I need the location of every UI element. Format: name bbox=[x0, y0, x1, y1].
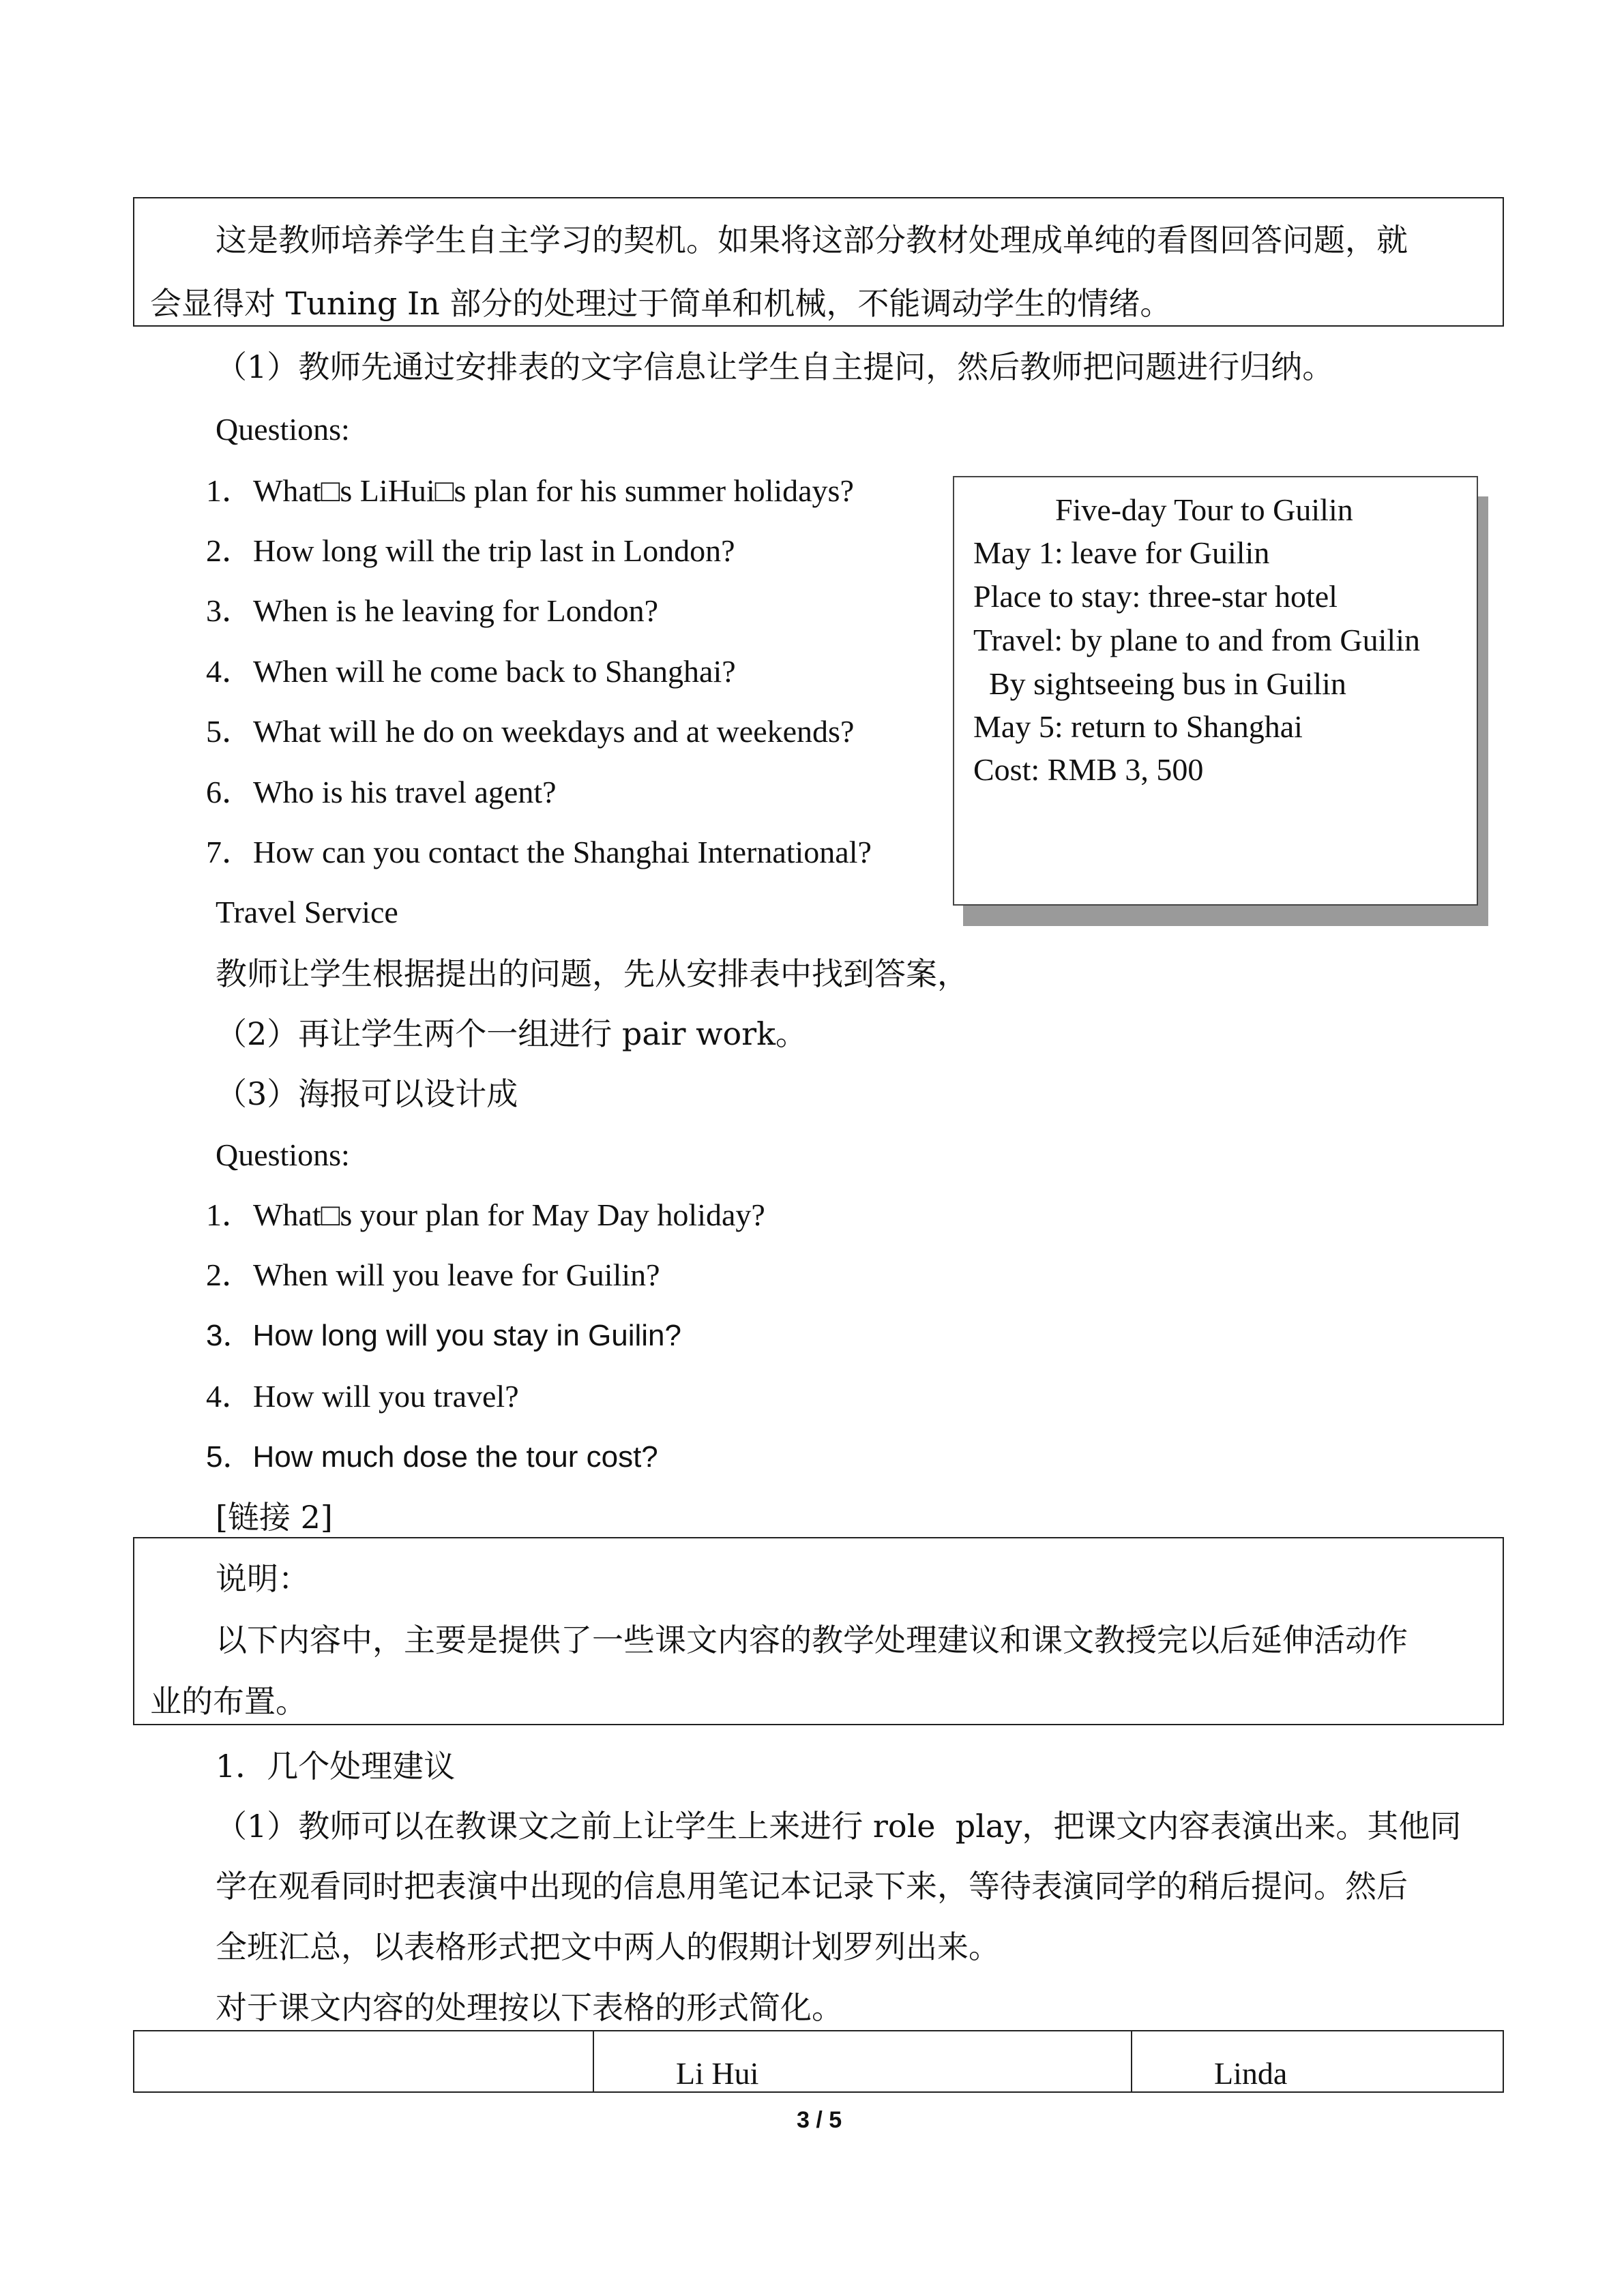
question-1-7: 7．How can you contact the Shanghai International? bbox=[206, 835, 872, 869]
question-2-1: 1．What□s your plan for May Day holiday? bbox=[206, 1197, 765, 1232]
table-header-row bbox=[134, 2031, 1503, 2092]
page-number: 3 / 5 bbox=[797, 2107, 842, 2133]
question-2-2: 2．When will you leave for Guilin? bbox=[206, 1257, 660, 1292]
step-1-text: （1）教师先通过安排表的文字信息让学生自主提问，然后教师把问题进行归纳。 bbox=[216, 348, 1334, 385]
tour-card-title: Five-day Tour to Guilin bbox=[1055, 492, 1353, 527]
note-line-2: 业的布置。 bbox=[150, 1683, 307, 1720]
question-1-6: 6．Who is his travel agent? bbox=[206, 775, 557, 809]
table-header-cell: Li Hui bbox=[593, 2031, 1132, 2092]
question-2-3: 3．How long will you stay in Guilin? bbox=[206, 1319, 681, 1352]
para-2: 对于课文内容的处理按以下表格的形式简化。 bbox=[216, 1989, 843, 2026]
intro-line-2: 会显得对 Tuning In 部分的处理过于简单和机械，不能调动学生的情绪。 bbox=[150, 285, 1172, 322]
question-2-5: 5．How much dose the tour cost? bbox=[206, 1440, 658, 1474]
table-header-cell bbox=[134, 2031, 593, 2092]
tour-card bbox=[953, 476, 1478, 906]
para-1-line-2: 学在观看同时把表演中出现的信息用笔记本记录下来，等待表演同学的稍后提问。然后 bbox=[216, 1868, 1408, 1905]
intro-line-1: 这是教师培养学生自主学习的契机。如果将这部分教材处理成单纯的看图回答问题，就 bbox=[216, 222, 1408, 258]
plan-table bbox=[133, 2030, 1504, 2093]
question-1-7-continued: Travel Service bbox=[216, 895, 398, 929]
step-2-text: （2）再让学生两个一组进行 pair work。 bbox=[216, 1015, 808, 1052]
questions-label-1: Questions: bbox=[216, 412, 350, 447]
note-line-1: 以下内容中，主要是提供了一些课文内容的教学处理建议和课文教授完以后延伸活动作 bbox=[216, 1622, 1408, 1658]
table-header-cell: Linda bbox=[1132, 2031, 1503, 2092]
question-1-3: 3．When is he leaving for London? bbox=[206, 593, 658, 628]
answer-line: 教师让学生根据提出的问题，先从安排表中找到答案， bbox=[216, 955, 969, 992]
para-1-line-3: 全班汇总，以表格形式把文中两人的假期计划罗列出来。 bbox=[216, 1928, 1000, 1965]
note-title: 说明： bbox=[216, 1560, 310, 1597]
question-1-5: 5．What will he do on weekdays and at weekends? bbox=[206, 714, 855, 749]
para-1-line-1: （1）教师可以在教课文之前上让学生上来进行 role play，把课文内容表演出来。其他同 bbox=[216, 1808, 1462, 1845]
question-1-2: 2．How long will the trip last in London? bbox=[206, 533, 735, 568]
question-1-1: 1．What□s LiHui□s plan for his summer holidays? bbox=[206, 473, 854, 508]
section-1-title: 1．几个处理建议 bbox=[216, 1748, 456, 1785]
tour-card-line-5: May 5: return to Shanghai bbox=[973, 709, 1303, 744]
tour-card-line-2: Place to stay: three-star hotel bbox=[973, 579, 1338, 614]
question-1-4: 4．When will he come back to Shanghai? bbox=[206, 654, 736, 689]
questions-label-2: Questions: bbox=[216, 1137, 350, 1172]
link-label: [链接 2] bbox=[216, 1499, 333, 1536]
tour-card-line-1: May 1: leave for Guilin bbox=[973, 535, 1270, 570]
tour-card-line-6: Cost: RMB 3, 500 bbox=[973, 752, 1204, 787]
step-3-text: （3）海报可以设计成 bbox=[216, 1075, 518, 1112]
question-2-4: 4．How will you travel? bbox=[206, 1379, 519, 1414]
tour-card-line-3: Travel: by plane to and from Guilin bbox=[973, 623, 1420, 657]
tour-card-line-4: By sightseeing bus in Guilin bbox=[973, 666, 1346, 701]
